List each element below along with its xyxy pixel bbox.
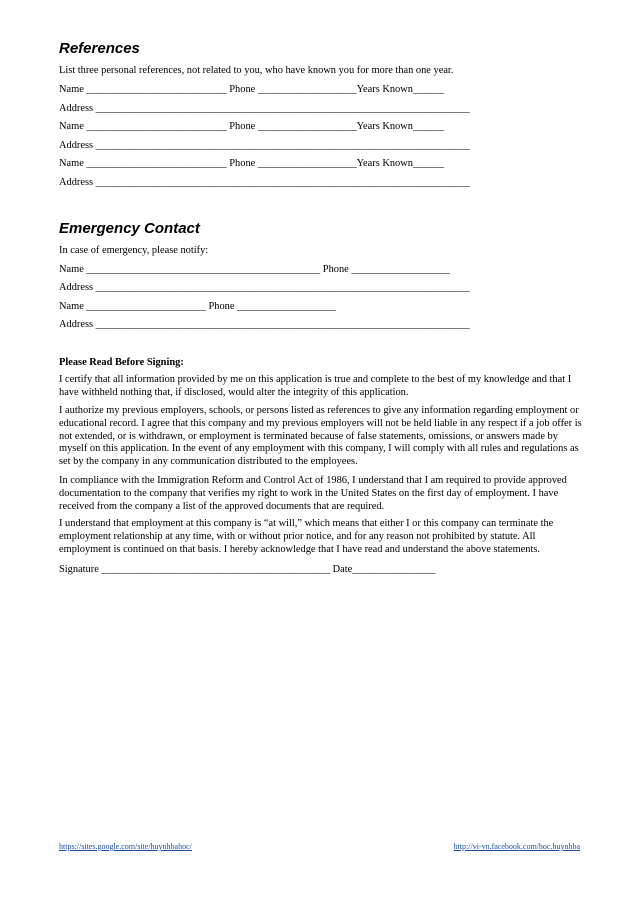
references-heading: References	[59, 40, 140, 57]
reference-3-address-line[interactable]: Address ________________________________________________________________________	[59, 177, 470, 188]
reference-2-address-line[interactable]: Address ________________________________________________________________________	[59, 140, 470, 151]
emergency-contact-1-address-line[interactable]: Address ________________________________________________________________________	[59, 282, 470, 293]
emergency-contact-1-name-line[interactable]: Name _____________________________________________ Phone ___________________	[59, 264, 451, 275]
authorize-paragraph: I authorize my previous employers, schools, or persons listed as references to give any information regarding employment or educational record. I agree that this company and my previous employers will not be held liable in any respect if a job offer is not extended, or is withdrawn, or employment is terminated because of false statements, omissions, or answers made by myself on this application. In the event of any employment with this company, I will comply with all rules and regulations as set by the company in any communication distributed to the employees.	[59, 405, 582, 468]
reference-1-address-line[interactable]: Address ________________________________________________________________________	[59, 103, 470, 114]
emergency-contact-2-name-line[interactable]: Name _______________________ Phone ___________________	[59, 301, 336, 312]
signature-date-line[interactable]: Signature ____________________________________________ Date________________	[59, 564, 436, 575]
immigration-paragraph: In compliance with the Immigration Reform and Control Act of 1986, I understand that I am required to provide approved documentation to the company that verifies my right to work in the United States on the first day of employment. I have received from the company a list of the approved documents that are required.	[59, 475, 567, 512]
signing-heading: Please Read Before Signing:	[59, 357, 184, 368]
reference-3-name-line[interactable]: Name ___________________________ Phone ___________________Years Known______	[59, 158, 445, 169]
emergency-intro: In case of emergency, please notify:	[59, 245, 209, 256]
footer-right-link[interactable]: http://vi-vn.facebook.com/hoc.huynhba	[453, 842, 580, 851]
certify-paragraph: I certify that all information provided by me on this application is true and complete to the best of my knowledge and that I have withheld nothing that, if disclosed, would alter the integrity of this application.	[59, 374, 572, 398]
references-intro: List three personal references, not related to you, who have known you for more than one year.	[59, 65, 454, 76]
reference-2-name-line[interactable]: Name ___________________________ Phone ___________________Years Known______	[59, 121, 445, 132]
footer-left-link[interactable]: https://sites.google.com/site/huynhbahoc/	[59, 842, 192, 851]
emergency-heading: Emergency Contact	[59, 220, 200, 237]
at-will-paragraph: I understand that employment at this company is “at will,” which means that either I or this company can terminate the employment relationship at any time, with or without prior notice, and for any reason not prohibited by statute. All employment is continued on that basis. I hereby acknowledge that I have read and understand the above statements.	[59, 518, 554, 555]
emergency-contact-2-address-line[interactable]: Address ________________________________________________________________________	[59, 319, 470, 330]
reference-1-name-line[interactable]: Name ___________________________ Phone ___________________Years Known______	[59, 84, 445, 95]
